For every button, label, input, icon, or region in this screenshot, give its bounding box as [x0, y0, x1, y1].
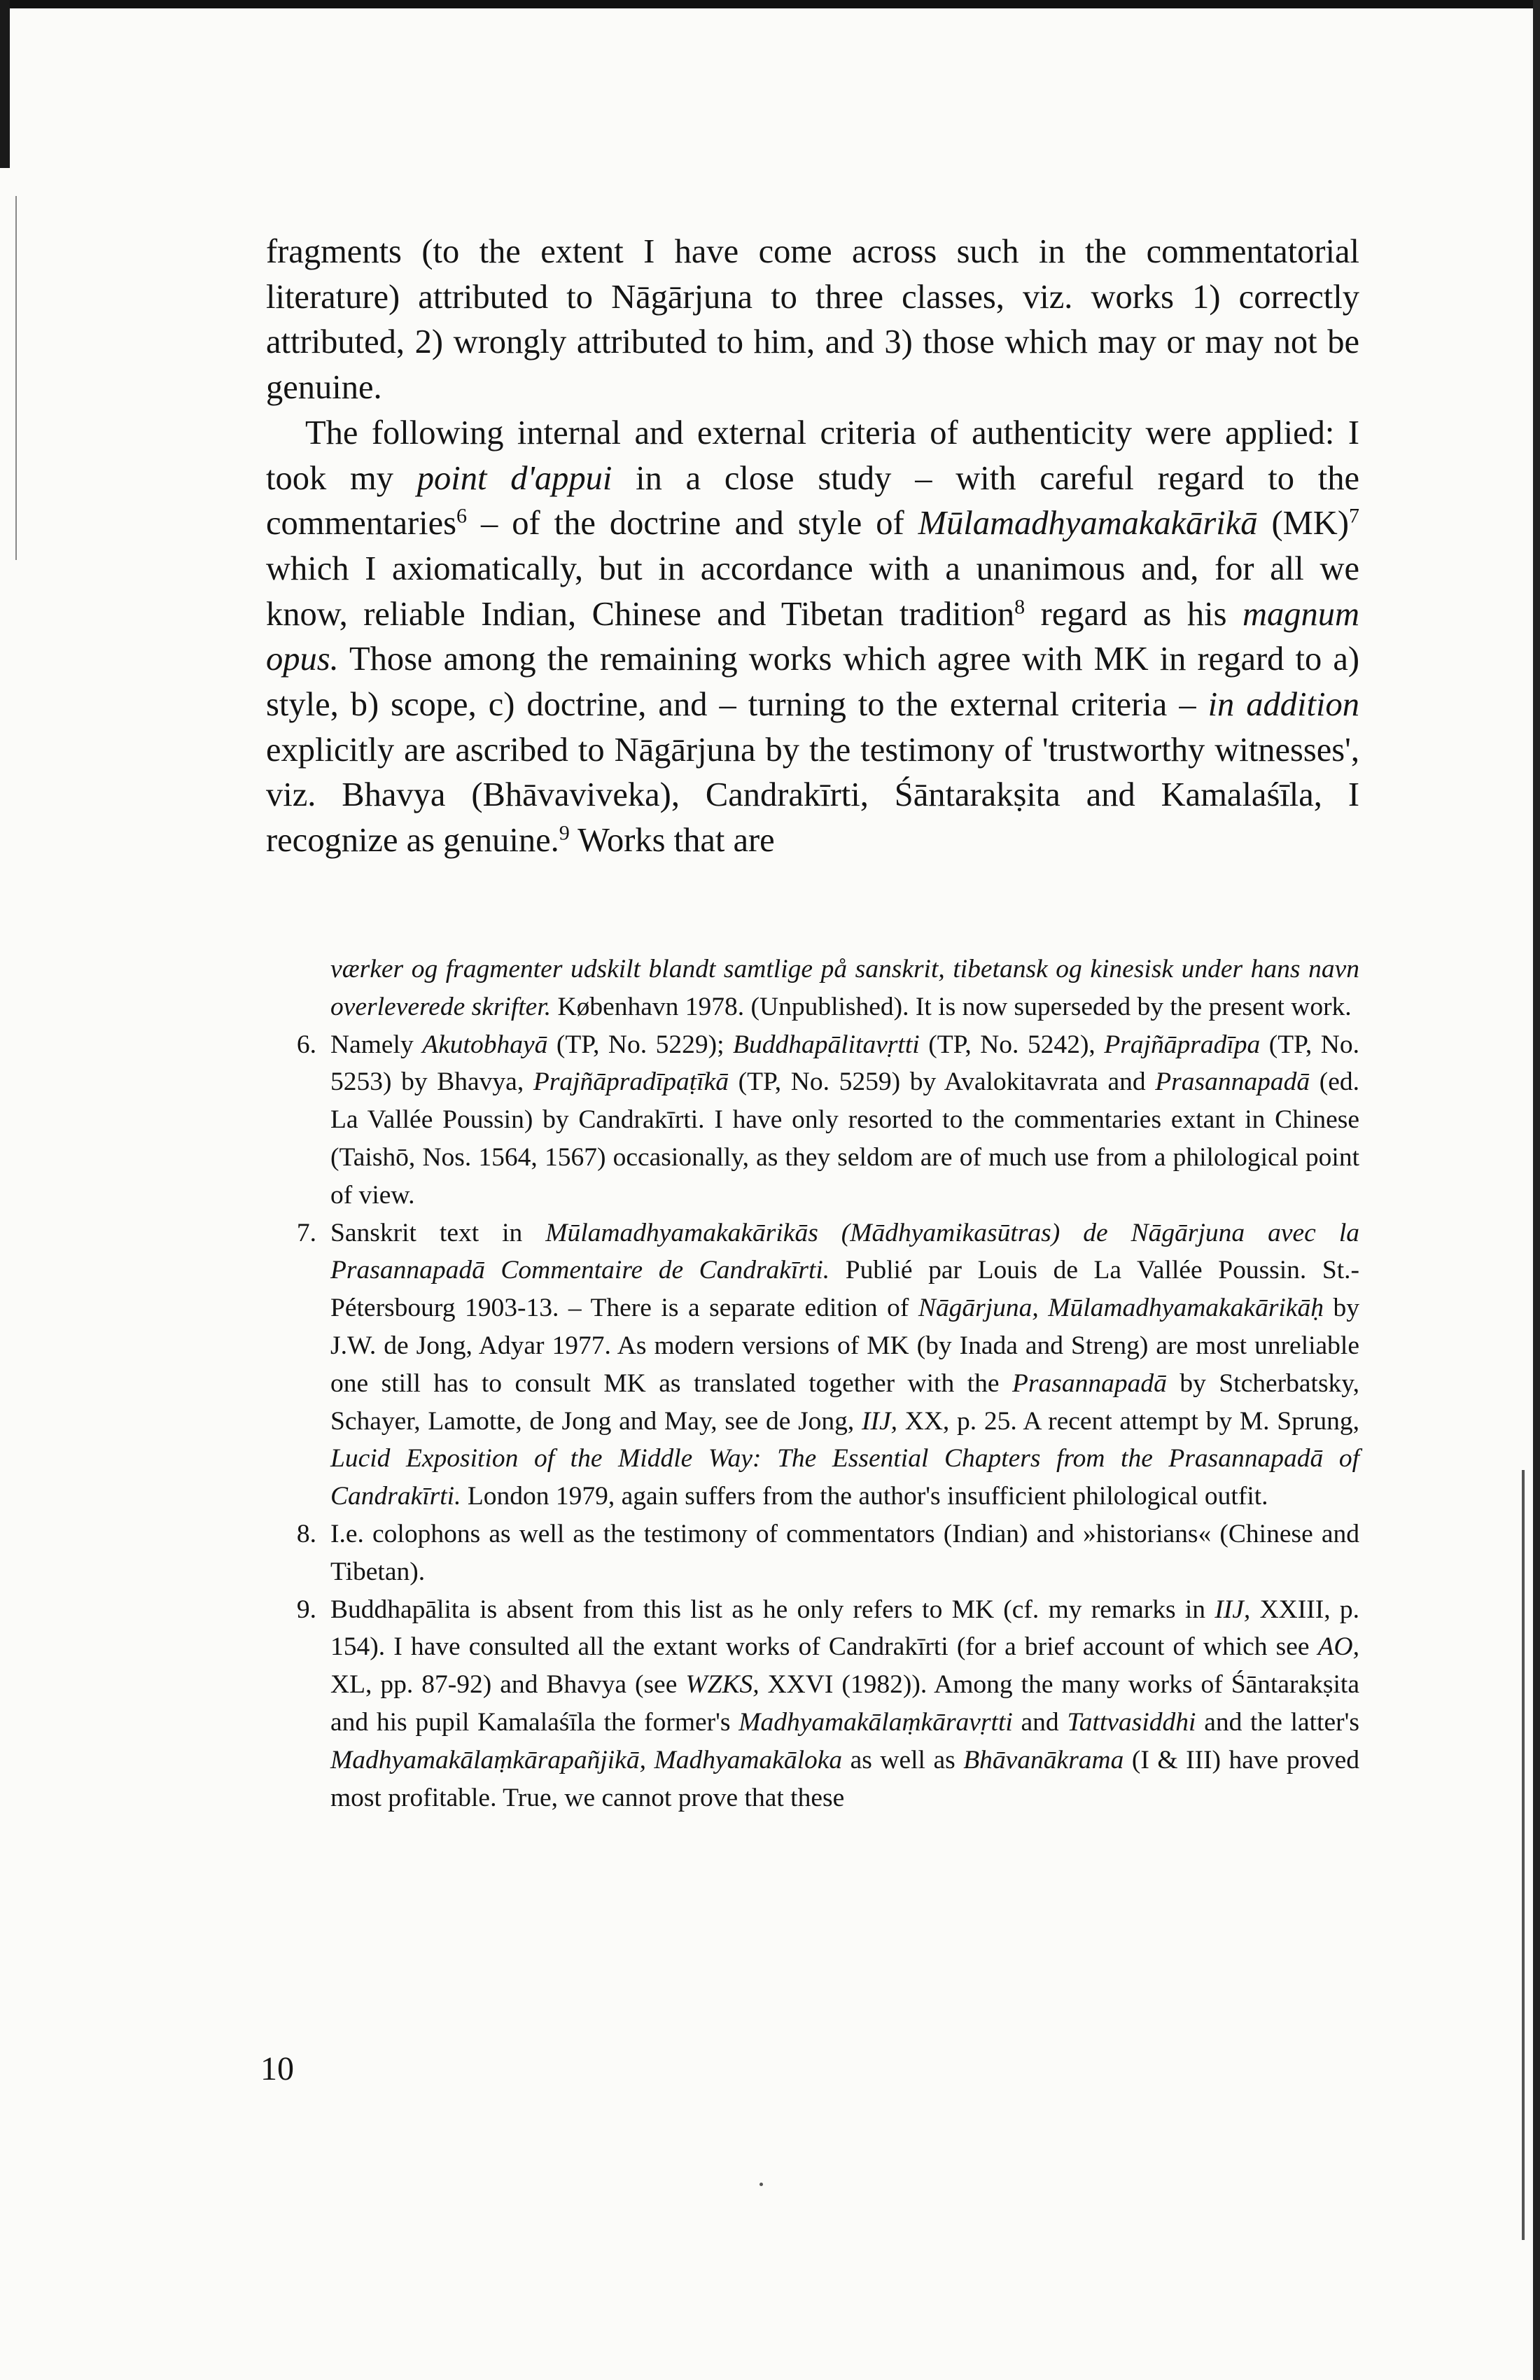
- footnote-8: 8. I.e. colophons as well as the testimony of commentators (Indian) and »historians« (Chinese and Tibetan).: [266, 1516, 1359, 1591]
- footnotes: [266, 951, 1359, 1816]
- scan-edge-right: [1533, 0, 1540, 2380]
- paragraph-2: The following internal and external criteria of authenticity were applied: I took my point d'appui in a close study – with careful regard to the commentaries$^6$ – of the doctrine and style of Mūlamadhyamakakārikā (MK)$^7$ which I axiomatically, but in accordance with a unanimous and, for all we know, reliable Indian, Chinese and Tibetan tradition$^8$ regard as his magnum opus. Those among the remaining works which agree with MK in regard to a) style, b) scope, c) doctrine, and – turning to the external criteria – in addition explicitly are ascribed to Nāgārjuna by the testimony of 'trustworthy witnesses', viz. Bhavya (Bhāvaviveka), Candrakīrti, Śāntarakṣita and Kamalaśīla, I recognize as genuine.$^9$ Works that are: [266, 414, 1360, 860]
- scan-edge-left: [0, 0, 10, 168]
- footnote-6: 6. Namely Akutobhayā (TP, No. 5229); Buddhapālitavṛtti (TP, No. 5242), Prajñāpradīpa (TP, No. 5253) by Bhavya, Prajñāpradīpaṭīkā (TP, No. 5259) by Avalokitavrata and Prasannapadā (ed. La Vallée Poussin) by Candrakīrti. I have only resorted to the commentaries extant in Chinese (Taishō, Nos. 1564, 1567) occasionally, as they seldom are of much use from a philological point of view.: [266, 1026, 1359, 1214]
- paragraph-1: fragments (to the extent I have come across such in the commentatorial literature) attributed to Nāgārjuna to three classes, viz. works 1) correctly attributed, 2) wrongly attributed to him, and 3) those which may or may not be genuine.: [266, 233, 1359, 407]
- scan-edge-top: [0, 0, 1540, 8]
- page-number: 10: [260, 2050, 294, 2087]
- footnote-number: 7.: [296, 1218, 316, 1247]
- footnote-ref-7: 7: [1348, 503, 1359, 528]
- footnote-ref-8: 8: [1014, 594, 1026, 619]
- footnote-5-continued: værker og fragmenter udskilt blandt samtlige på sanskrit, tibetansk og kinesisk under hans navn overleverede skrifter. København 1978. (Unpublished). It is now superseded by the present work.: [330, 955, 1359, 1021]
- footnote-number: 8.: [296, 1519, 316, 1548]
- scan-speck: [760, 2183, 763, 2186]
- footnote-number: 6.: [296, 1030, 316, 1059]
- scan-edge-right-line: [1522, 1470, 1525, 2240]
- footnote-number: 9.: [296, 1595, 316, 1624]
- footnote-ref-6: 6: [456, 503, 468, 528]
- main-text: [266, 230, 1359, 864]
- scan-edge-left-line: [15, 196, 17, 560]
- footnote-ref-9: 9: [559, 820, 570, 845]
- footnote-9: 9. Buddhapālita is absent from this list as he only refers to MK (cf. my remarks in IIJ, XXIII, p. 154). I have consulted all the extant works of Candrakīrti (for a brief account of which see AO, XL, pp. 87-92) and Bhavya (see WZKS, XXVI (1982)). Among the many works of Śāntarakṣita and his pupil Kamalaśīla the former's Madhyamakālaṃkāravṛtti and Tattvasiddhi and the latter's Madhyamakālaṃkārapañjikā, Madhyamakāloka as well as Bhāvanākrama (I & III) have proved most profitable. True, we cannot prove that these: [266, 1591, 1359, 1817]
- footnote-7: 7. Sanskrit text in Mūlamadhyamakakārikās (Mādhyamikasūtras) de Nāgārjuna avec la Prasannapadā Commentaire de Candrakīrti. Publié par Louis de La Vallée Poussin. St.-Pétersbourg 1903-13. – There is a separate edition of Nāgārjuna, Mūlamadhyamakakārikāḥ by J.W. de Jong, Adyar 1977. As modern versions of MK (by Inada and Streng) are most unreliable one still has to consult MK as translated together with the Prasannapadā by Stcherbatsky, Schayer, Lamotte, de Jong and May, see de Jong, IIJ, XX, p. 25. A recent attempt by M. Sprung, Lucid Exposition of the Middle Way: The Essential Chapters from the Prasannapadā of Candrakīrti. London 1979, again suffers from the author's insufficient philological outfit.: [266, 1214, 1359, 1516]
